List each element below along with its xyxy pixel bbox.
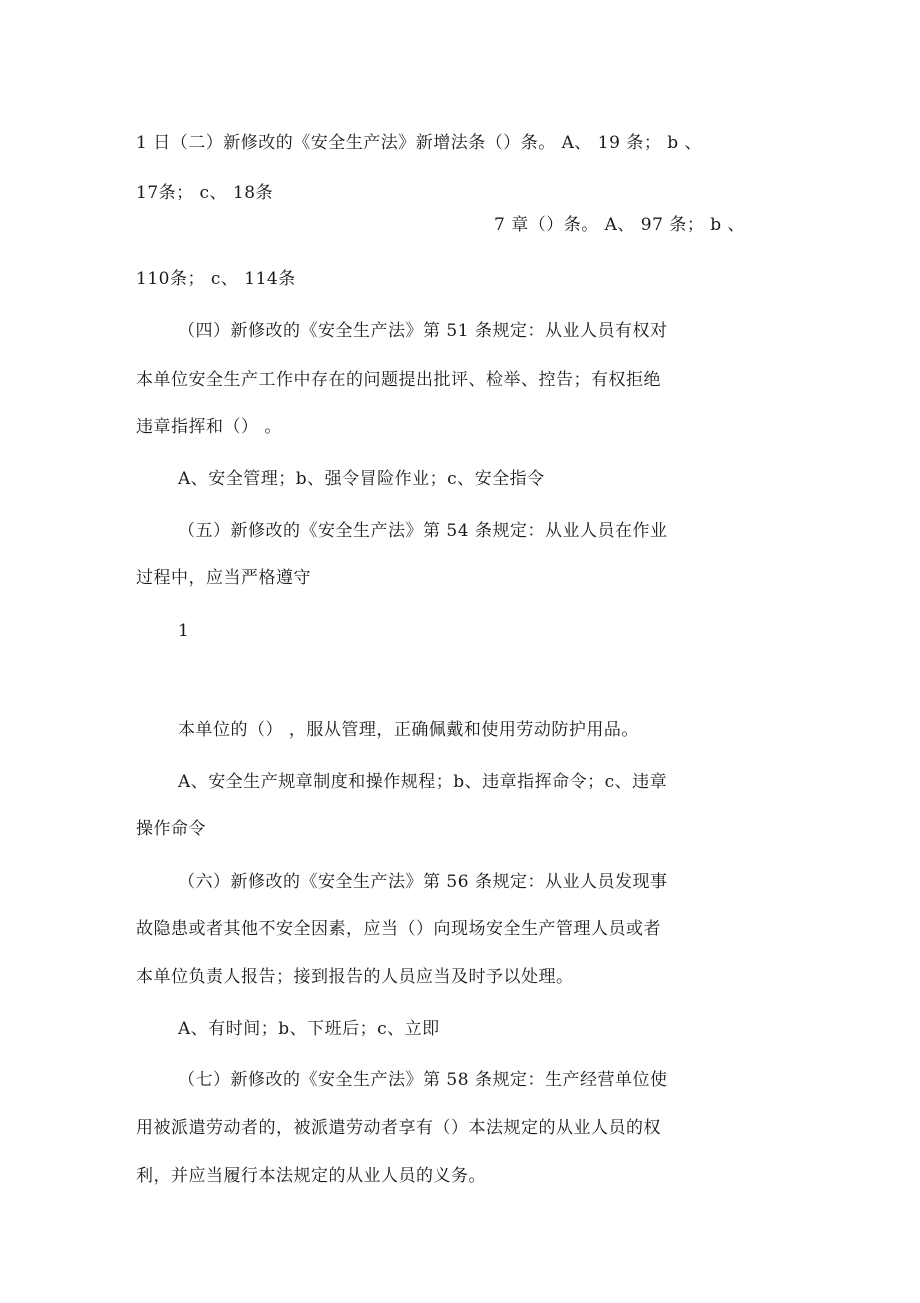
question-2-line-1: 1 日（二）新修改的《安全生产法》新增法条（）条。 A、 19 条； b 、 — [136, 133, 703, 153]
question-4-line-2: 本单位安全生产工作中存在的问题提出批评、检举、控告；有权拒绝 — [136, 370, 661, 390]
question-5-line-2: 过程中，应当严格遵守 — [136, 568, 311, 588]
question-7-line-3: 利，并应当履行本法规定的从业人员的义务。 — [136, 1166, 486, 1186]
page-number: 1 — [178, 621, 190, 641]
question-5-options-line-2: 操作命令 — [136, 819, 206, 839]
question-7-line-1: （七）新修改的《安全生产法》第 58 条规定：生产经营单位使 — [178, 1070, 668, 1090]
question-5-line-3: 本单位的（） ，服从管理，正确佩戴和使用劳动防护用品。 — [178, 720, 639, 740]
question-2-line-2: 17条； c、 18条 — [136, 183, 274, 203]
question-3-line-1: 7 章（）条。 A、 97 条； b 、 — [494, 215, 746, 235]
question-6-line-1: （六）新修改的《安全生产法》第 56 条规定：从业人员发现事 — [178, 872, 668, 892]
question-4-line-3: 违章指挥和（） 。 — [136, 417, 282, 437]
question-6-options: A、有时间；b、下班后；c、立即 — [178, 1019, 440, 1039]
question-7-line-2: 用被派遣劳动者的，被派遣劳动者享有（）本法规定的从业人员的权 — [136, 1118, 661, 1138]
question-6-line-3: 本单位负责人报告；接到报告的人员应当及时予以处理。 — [136, 967, 574, 987]
question-5-line-1: （五）新修改的《安全生产法》第 54 条规定：从业人员在作业 — [178, 521, 668, 541]
question-5-options-line-1: A、安全生产规章制度和操作规程；b、违章指挥命令；c、违章 — [178, 772, 668, 792]
question-4-line-1: （四）新修改的《安全生产法》第 51 条规定：从业人员有权对 — [178, 321, 668, 341]
question-3-line-2: 110条； c、 114条 — [136, 269, 296, 289]
question-4-options: A、安全管理；b、强令冒险作业；c、安全指令 — [178, 469, 545, 489]
question-6-line-2: 故隐患或者其他不安全因素，应当（）向现场安全生产管理人员或者 — [136, 919, 661, 939]
